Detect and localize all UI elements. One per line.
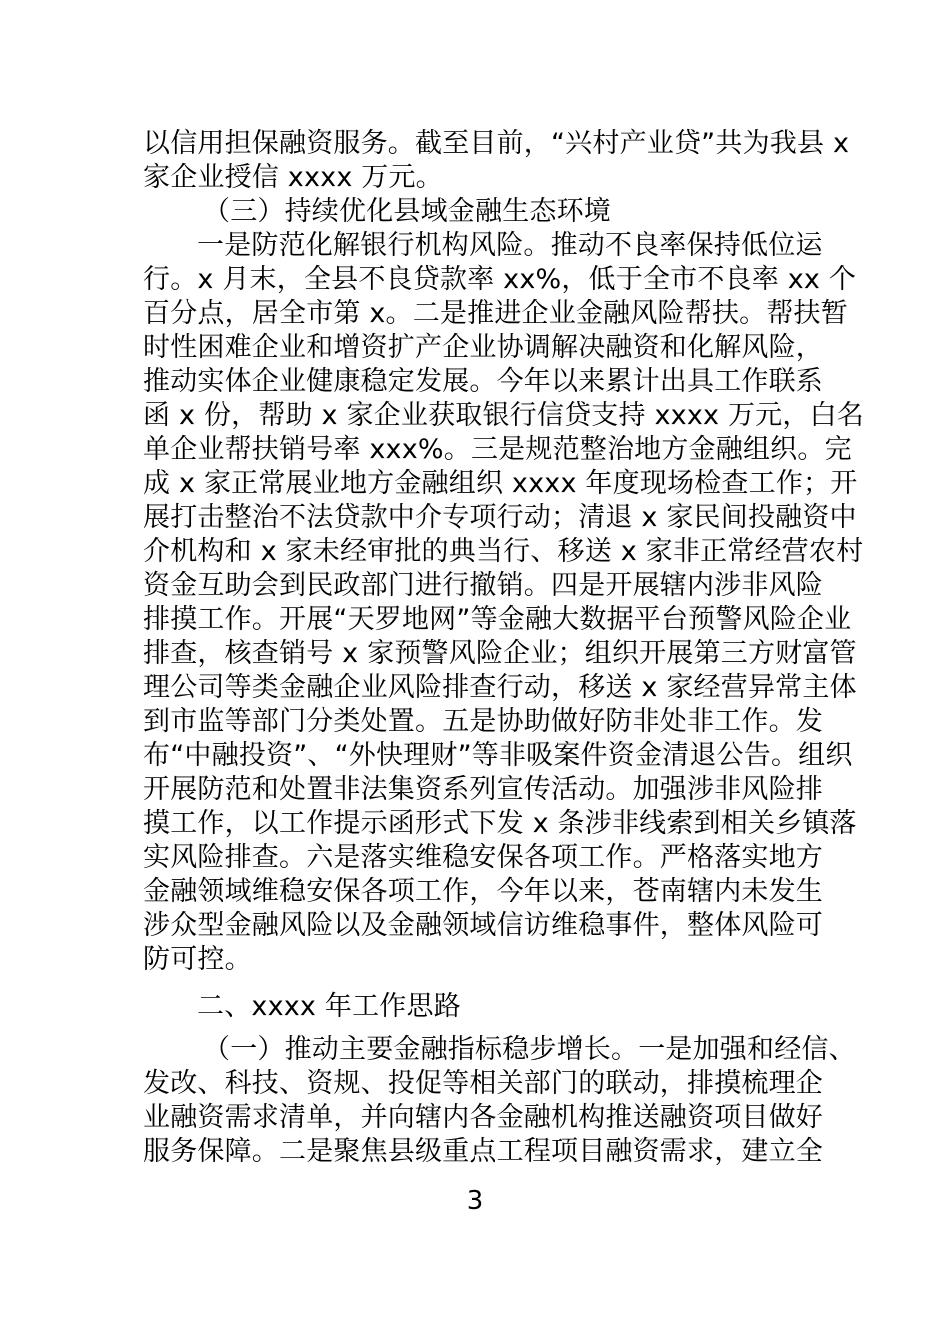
body-line: 金融领域维稳安保各项工作，今年以来，苍南辖内未发生 [143,876,823,907]
body-line: 理公司等类金融企业风险排查行动，移送 x 家经营异常主体 [143,672,857,703]
body-line: 发改、科技、资规、投促等相关部门的联动，排摸梳理企 [143,1068,823,1099]
body-line: 百分点，居全市第 x。二是推进企业金融风险帮扶。帮扶暂 [143,298,848,329]
body-line: 摸工作，以工作提示函形式下发 x 条涉非线索到相关乡镇落 [143,808,857,839]
body-line: 排摸工作。开展“天罗地网”等金融大数据平台预警风险企业 [143,604,852,635]
body-line: 介机构和 x 家未经审批的典当行、移送 x 家非正常经营农村 [143,536,864,567]
section-heading: 二、xxxx 年工作思路 [197,991,461,1022]
body-line: 家企业授信 xxxx 万元。 [143,162,443,193]
body-line: 时性困难企业和增资扩产企业协调解决融资和化解风险， [143,332,823,363]
body-line: 以信用担保融资服务。截至目前，“兴村产业贷”共为我县 x [143,128,850,159]
body-line: 展打击整治不法贷款中介专项行动；清退 x 家民间投融资中 [143,502,857,533]
body-line: 业融资需求清单，并向辖内各金融机构推送融资项目做好 [143,1102,823,1133]
body-line: 到市监等部门分类处置。五是协助做好防非处非工作。发 [143,706,823,737]
body-line: 开展防范和处置非法集资系列宣传活动。加强涉非风险排 [143,774,823,805]
page-number: 3 [466,1186,484,1216]
body-line: 防可控。 [143,944,252,975]
body-line: 推动实体企业健康稳定发展。今年以来累计出具工作联系 [143,366,823,397]
body-line: 成 x 家正常展业地方金融组织 xxxx 年度现场检查工作；开 [143,468,858,499]
body-line: 实风险排查。六是落实维稳安保各项工作。严格落实地方 [143,842,823,873]
body-line: 一是防范化解银行机构风险。推动不良率保持低位运 [197,230,823,261]
section-heading: （一）推动主要金融指标稳步增长。一是加强和经信、 [203,1034,856,1065]
body-line: 资金互助会到民政部门进行撤销。四是开展辖内涉非风险 [143,570,823,601]
section-heading: （三）持续优化县域金融生态环境 [203,196,611,227]
body-line: 行。x 月末，全县不良贷款率 xx%，低于全市不良率 xx 个 [143,264,857,295]
body-line: 服务保障。二是聚焦县级重点工程项目融资需求，建立全 [143,1136,823,1167]
body-line: 布“中融投资”、“外快理财”等非吸案件资金清退公告。组织 [143,740,853,771]
body-line: 函 x 份，帮助 x 家企业获取银行信贷支持 xxxx 万元，白名 [143,400,864,431]
body-line: 排查，核查销号 x 家预警风险企业；组织开展第三方财富管 [143,638,857,669]
body-line: 涉众型金融风险以及金融领域信访维稳事件，整体风险可 [143,910,823,941]
body-line: 单企业帮扶销号率 xxx%。三是规范整治地方金融组织。完 [143,434,852,465]
